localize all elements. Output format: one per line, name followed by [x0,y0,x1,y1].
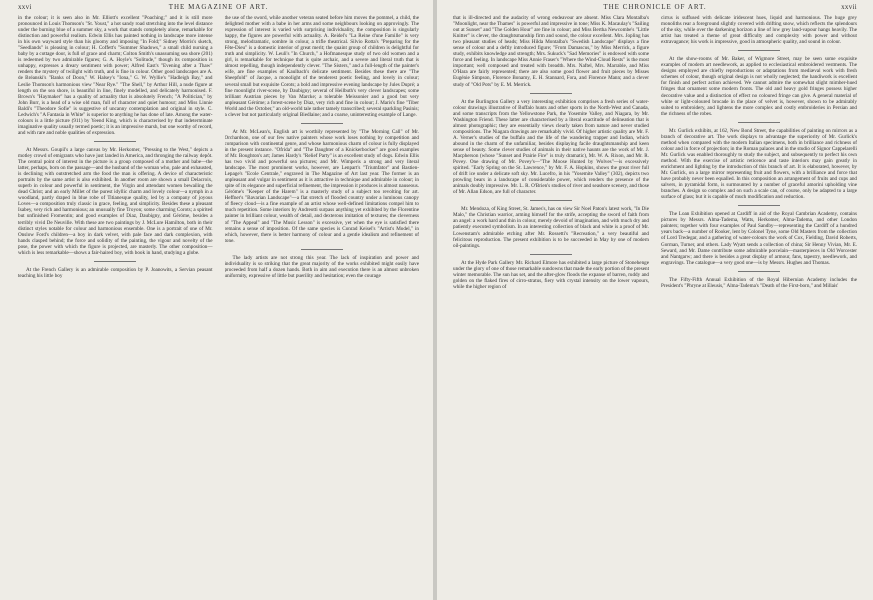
paragraph: that is ill-directed and the audacity of wrong endeavour are absent. Miss Clara Montalba's "Moonlight, near the Thames" is powerful and impressive in tone; Miss K. Macaulay's "Sailing out at Sunset" and "The Golden Hour" are fine in colour; and Miss Bertha Newcombe's "Little Knitter" is clever, the draughtsmanship firm and sound, the colour excellent. Mrs. Jopling has two pleasant studies of heads; Miss Hilda Montalba's "Swedish Landscape" displays a fine sense of colour and a deftly introduced figure; "From Damascus," by Miss Merrick, a figure study, exhibits knowledge and strength; Mrs. Sukuck's "Sad Memories" is endowed with some force and feeling. In landscape Miss Annie Fraser's "Where the Wind-Cloud Rests" is the most important; well composed and treated with breadth. Mrs. Naftel, Mrs. Marrable, and Miss O'Hara are fairly represented; there are also some good flower and fruit pieces by Misses Eugénie Simpson, Florence Bonamy, E. H. Stannard, Fora, and Florence Mann; and a clever study of "Old Pots" by E. M. Merrick. [453,15,649,88]
left-running-title: THE MAGAZINE OF ART. [168,3,269,11]
section-divider [530,254,572,255]
paragraph: in the colour; it is seen also in Mr. Elliott's excellent "Poaching;" and it is still more pronounced in Louis Thomson's "St. Youst," a hot sandy road stretching into the level distance under the burning blue of a summer sky, a work that stands completely alone, remarkable for distinction and powerful realism. Edwin Ellis has painted nothing in landscape more intense in his own wayward style than his gloomy and imposing "In Fold;" Sidney Morris's sketch, "Seedlands" is pleasing in colour; H. Coffett's "Summer Shadows," a small child nursing a baby by a cottage door, is full of grace and charm; Colton Smith's unassuming sea shore (201) is redeemed by two admirable figures; G. A. Hoyle's "Solitude," though its composition is unhappy, expresses a dreary sentiment with power; Alfred East's "Evening after a Thaw" renders the mystery of twilight with truth, and is fine in colour. Other good landscapes are A. de Bréanski's "Banks of Doon," W. Halsey's "Iona," G. W. Wyllie's "Hadleigh Bay," and Leslie Thomson's harmonious view "Near Rye." "The Shell," by Arthur Hill, a nude figure at length on the sea shore, is beautiful in line, finely modelled, and delicately harmonised. F. Brown's "Haymaker" has a quality of actuality that is absolutely French; "A Politician," by John Burr, is a head of a wise old man, full of character and quiet humour; and Miss Linnie Baldi's "Theodore Sofie" is suggestive of uncanny contemplation and original in style. C. Ledwich's "A Fantasia in White" is superior to anything he has done of late. Among the water-colours is a little picture (911) by Yeend King, which is characterised by that indeterminate imaginative quality usually termed poetic; it is an impressive marsh, but one worthy of record, and with rare and noble qualities of expression. [18,15,213,136]
paragraph: At the Hyde Park Gallery Mr. Richard Elmore has exhibited a large picture of Stonehenge under the glory of one of those remarkable sundowns that made the early portion of the present winter memorable. The sun has set, and the after-glow floods the expanse of barren, ruddy and golden on the flaked fires of cirro-stratus, fiery with crystal intensity on the lower vapours, while the higher region of [453,259,649,290]
section-divider [94,141,136,142]
section-divider [738,271,780,272]
left-columns [18,15,419,600]
left-page [0,0,433,600]
right-running-title: THE CHRONICLE OF ART. [603,3,707,11]
left-column-1 [18,15,213,600]
section-divider [301,249,343,250]
section-divider [738,205,780,206]
section-divider [94,261,136,262]
paragraph: Mr. Gurlick exhibits, at 162, New Bond Street, the capabilities of painting on mirrors as a branch of decorative art. The work displays to advantage the superiority of Mr. Gurlick's method when compared with the modern Italian specimens, both in brilliance and richness of colour and in force of projection; in the Roman palaces and in the studio of Signor Cappelarelli Mr. Gurlick was enabled thoroughly to study the subject, and subsequently to perfect his own method. With the exercise of artistic reticence and taste interiors may gain greatly in enrichment and lighting by the introduction of this branch of art. It is elaborated, however, by Mr. Gurlick, on a large mirror representing fruit and flowers, with a brilliance and force that have probably never been equalled. In this composition an arrangement of fruits and cups and salvers, in pyramidal form, is surmounted by a number of graceful amorini upholding vine branches. A design so complex and on such a scale can, of course, only be adapted to a large surface of glass; but it is capable of much modification and reduction. [661,127,857,201]
paragraph: Mr. Mendoza, of King Street, St. James's, has on view Sir Noel Paton's latest work, "In Die Malo," the Christian warrior, arming himself for the strife, accepting the sword of faith from an angel: a work hard and thin in colour, merely devoid of imagination, and with much dry and patiently executed symbolism. In an interesting collection of black and white is a proof of Mr. Lowenstam's admirable etching after Mr. Rossetti's "Recreation," a very beautiful and felicitous reproduction. The present exhibition is to be succeeded in May by one of modern oil-paintings. [453,206,649,249]
section-divider [530,200,572,201]
right-columns [453,15,857,600]
right-column-1 [453,15,649,600]
paragraph: At Messrs. Goupil's a large canvas by Mr. Herkomer, "Pressing to the West," depicts a motley crowd of emigrants who have just landed in America, and thronging the railway depôt. The central point of interest in the picture is a group composed of a mother and babe—the latter, perhaps, born on the passage—and the husband of the woman who, pale and exhausted, is declining with outstretched arm the food the man is offering. A device of characteristic portraits by the same artist is also exhibited. In another room are shown a small Delacroix, superb in colour and powerful in sentiment, the Virgin and attendant women bewailing the dead Christ; and an early Millet of the purest idyllic charm and lovely colour—a nymph in a woodland, partly draped in blue robe of Titianesque quality, led by a company of joyous Loves—a composition truly classic in grace, feeling, and simplicity. Besides these a pleasant Isabey, very rich and harmonious; an unusually fine Troyon; some charming Corots; a spirited but unfinished Fromentin; and good examples of Diaz, Daubigny, and Géróme, besides a terribly vivid De Neuville. With these are two paintings by J. McLure Hamilton, both in their distinct styles notable for colour and harmonious ensemble. One is a portrait of one of Mr. Onslow Ford's children—a boy in dark velvet, with pale face and dark complexion, with hands clasped behind; the force and solidity of the painting, the vigour and novelty of the pose, the power with which the figure is projected, are masterly. The other composition—which is less remarkable—shows a fair-haired boy, with book in hand, studying a globe. [18,146,213,256]
paragraph: At the Burlington Gallery a very interesting exhibition comprises a fresh series of water-colour drawings illustrative of Buffalo hunts and other sports in the North-West and Canada, and some transcripts from the Yellowstone Park, the Yosemite Valley, and Niagara, by Mr. Washington Friend. These latter are characterised by a literal exactitude of delineation that is almost photographic; they are essentially views clearly taken from nature and never studied compositions. The Niagara drawings are remarkably vivid. Of higher artistic quality are Mr. F. A. Verner's studies of the buffalo and the life of the wandering trapper and Indian, which abound in the charm of the unfamiliar, besides displaying facile draughtsmanship and keen sense of beauty. Some clever studies of animals in their native haunts are the work of Mr. J. Macpherson (whose "Sunset and Prairie Fire" is truly dramatic), Mr. W. A. Rixon, and Mr. R. Povey. One drawing of Mr. Povey's—"The Moose Hunted by Wolves"—is excessively spirited. "Early Spring on the St. Lawrence," by Mr. F. A. Hopkins, shows the great river full of drift ice under a delicate soft sky. Mr. Lucefro, in his "Yosemite Valley" (302), depicts two prowling bears in a landscape of considerable power, which renders the presence of the animals doubly impressive. Mr. L. R. O'Brien's studies of river and seashore scenery, and those of Mr. Allan Edson, are full of character. [453,98,649,196]
paragraph: The Fifty-Fifth Annual Exhibition of the Royal Hibernian Academy includes the President's "Phryne at Eleusis," Alma-Tadema's "Death of the First-born," and Millais' [661,276,857,289]
right-page-number: xxvii [841,3,857,11]
paragraph: The lady artists are not strong this year. The lack of inspiration and power and individuality is so striking that the great majority of the works exhibited might easily have proceeded from half a dozen hands. Both in aim and execution there is an almost unbroken uniformity, expressive of little but puerility and hesitation; even the courage [224,254,419,279]
paragraph: cirrus is suffused with delicate iridescent hues, liquid and harmonious. The huge grey monoliths rear a foreground slightly covered with drifting snow, which reflects the splendours of the sky, while over the darkening horizon a line of low grey land-vapour hangs heavily. The artist has treated a theme of great difficulty and complexity with power and without extravagance; his work is impressive, good in atmospheric quality, and sound in colour. [661,15,857,46]
paragraph: At the show-rooms of Mr. Baker, of Wigmore Street, may be seen some exquisite examples of modern art needlework, as applied to ecclesiastical embroidered vestments. The designs employed are chiefly reproductions or adaptations from mediæval work with fresh schemes of colour, though original design is not wholly neglected; the handiwork is excellent for finish and perfect action achieved. We cannot admire the somewhat slight mimber-hued fringes that ornament some modern fronts. The old and heavy gold fringes possess higher decorative value and a distinction of effect no coloured fringe can give. A general material of white or light-coloured brocade in the place of velvet is, however, shown to be admirably suited to embroidery, and lightens the more complex and costly embroideries in Persian and the richness of the robes. [661,56,857,117]
left-page-header [18,3,419,14]
section-divider [738,50,780,51]
section-divider [301,123,343,124]
right-page-header [453,3,857,14]
paragraph: The Loan Exhibition opened at Cardiff in aid of the Royal Cambrian Academy, contains pictures by Messrs. Alma-Tadema, Watts, Herkomer, Alma-Tadema, and other London painters; together with four examples of Paul Sandby—representing the Cardiff of a hundred years back—a number of Rooker, lent by Colonel Tyne, some Old Masters from the collection of Lord Tredegar, and a gathering of water-colours the work of Cox, Fielding, David Roberts, Gorman, Turner, and others. Lady Wyatt sends a collection of china; Sir Henny Vivian, Mr. E. Seward, and Mr. Dame contribute some admirable porcelain—masterpieces in Old Worcester and Nantgarw; and there is besides a great display of armour, fans, tapestry, needlework, and engravings. The catalogue—a very good one—is by Messrs. Hughes and Thomas. [661,211,857,266]
right-column-2 [661,15,857,600]
right-page [437,0,873,600]
section-divider [530,93,572,94]
left-page-number: xxvi [18,3,32,11]
paragraph: At the French Gallery is an admirable composition by P. Joanowits, a Servian peasant teaching his little boy [18,266,213,279]
section-divider [738,122,780,123]
left-column-2 [225,15,420,600]
paragraph: At Mr. McLean's, English art is worthily represented by "The Morning Call" of Mr. Orchardson, one of our few native painters whose work loses nothing by competition and comparison with continental genre, and whose harmonious charm of colour is fully displayed in the present instance. "Ofrida" and "The Daughter of a Knickerbocker" are good examples of Mr. Boughton's art; James Hardy's "Relief Party" is an excellent study of dogs. Edwin Ellis has two vivid and powerful sea pictures; and Mr. Wimperis a strong and very literal landscape. The most prominent works, however, are Lenpart's "Triumfator" and Bastien-Lepage's "Ecole Centrale," engraved in The Magazine of Art last year. The former is an unpleasant and vulgar in sentiment as it is attractive in technique and admirable in colour; in spite of its elegance and superficial refinement, the impression it produces is almost nauseous. Géróme's "Keeper of the Harem" is a masterly study of a subject too revolting for art. Heffner's "Bavarian Landscape"—a flat stretch of flooded country under a luminous canopy of fleecy cloud—is a fine example of an artist whose well-defined limitations compel him to much repetition. Some interiors by Andreotti surpass anything yet exhibited by the Florentine painter in brilliant colour, wealth of detail, and dexterous imitation of textures; the cleverness of "The Appeal" and "The Music Lesson" is excessive, yet when the eye is satisfied there remains a sense of imposition. Of the same species is Conrad Keisel's "Artist's Model," in which, however, there is better harmony of colour and a gentle idealism and refinement of tone. [224,128,419,244]
paragraph: the use of the sword, while another veteran seated before him moves the pommel, a child, the delighted mother with a babe in her arms and some neighbours looking on approvingly. The expression of interest is varied with surprising individuality, the composition is singularly happy, the figures are powerful with actuality. A. Reidel's "La Reine d'une Famille" is very strong, melodramatic, sombre in colour, a trifle theatrical. Silvio Rotta's "Preparing for the Fête-Dieu" is a domestic interior of great merit; the quaint group of children is delightful for truth and simplicity. W. Leuli's "In Church," a Hofmanesque study of two old women and a girl, is remarkable for technique that is quite archaic, and a severe and literal truth that is almost repelling, though independently clever. "The Sisters," and a full-length of the painter's wife, are fine examples of Kaulbach's delicate sentiment. Besides these there are "The Sheepfold" of Jacque, a monolight of the tenderest poetic feeling, and lovely in colour; several small but exquisite Corots; a bold and impressive evening landscape by Jules Dupré; a fine moonlight river-scene, by Daubigny; several of Heilbuth's very clever landscapes; some brilliant Austrian pieces by Van Marcke; a tolerable Meissonier and a good but very unpleasant Géróme; a forest-scene by Diaz, very rich and fine in colour; J. Maris's fine "Tiber World and the October," an old-world tale rather tamely transcribed; several sparkling Pasinis; a clever but not particularly original Biedlaine; and a coarse, uninteresting example of Lange. [224,15,419,118]
